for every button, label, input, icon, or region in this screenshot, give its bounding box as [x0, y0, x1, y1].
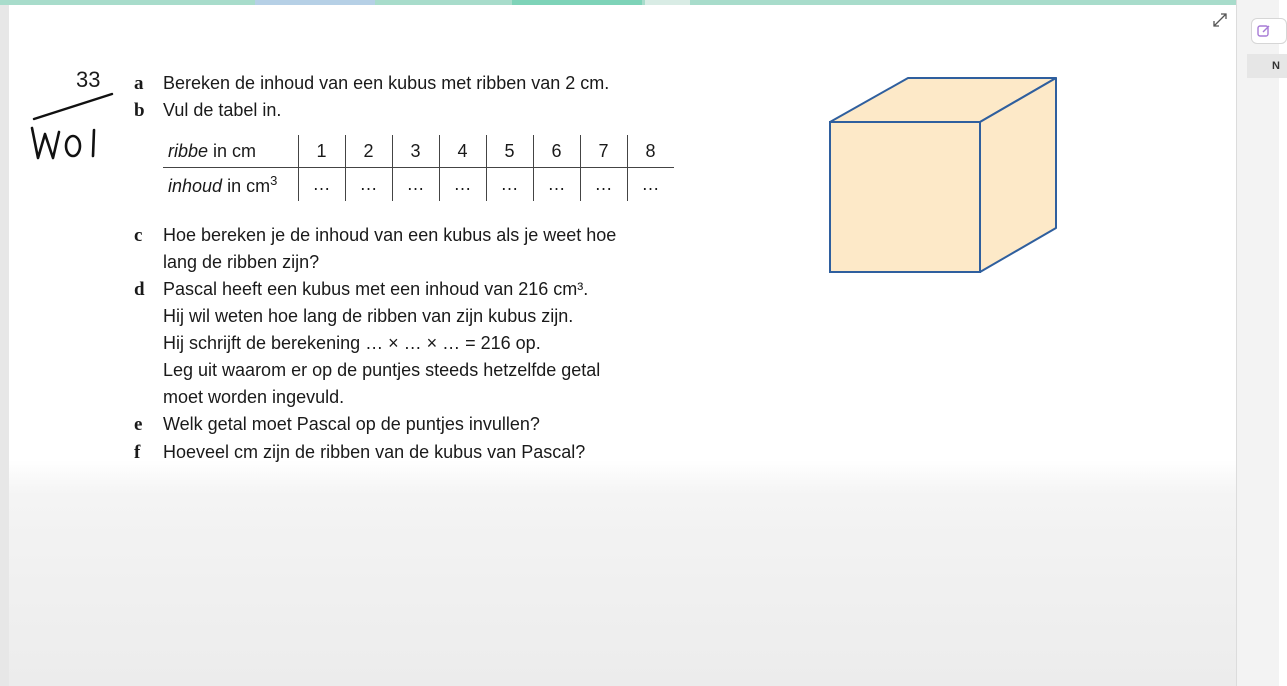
table-cell-blank: …: [298, 168, 345, 202]
question-text: Leg uit waarom er op de puntjes steeds hetzelfde getal: [163, 360, 601, 380]
progress-segment: [255, 0, 375, 5]
part-letter: f: [134, 442, 141, 463]
panel-tab[interactable]: N: [1247, 54, 1287, 78]
table-cell-blank: …: [486, 168, 533, 202]
handwritten-annotation: [26, 92, 126, 172]
table-cell: 2: [345, 135, 392, 168]
edit-button[interactable]: [1251, 18, 1287, 44]
table-cell: 6: [533, 135, 580, 168]
side-panel: [1236, 0, 1279, 686]
table-cell-blank: …: [345, 168, 392, 202]
question-text: Pascal heeft een kubus met een inhoud van 216 cm³.: [163, 279, 589, 299]
cube-illustration: [826, 74, 1062, 278]
question-text: Hij schrijft de berekening … × … × … = 216 op.: [163, 333, 541, 353]
question-text: Bereken de inhoud van een kubus met ribben van 2 cm.: [163, 73, 610, 93]
cube-front-face: [830, 122, 980, 272]
question-text: lang de ribben zijn?: [163, 252, 320, 272]
progress-segment: [645, 0, 690, 5]
part-letter: e: [134, 414, 143, 435]
table-cell: 4: [439, 135, 486, 168]
table-cell: 3: [392, 135, 439, 168]
question-text: Hoeveel cm zijn de ribben van de kubus van Pascal?: [163, 442, 586, 462]
left-margin: [0, 5, 9, 686]
table-cell: 7: [580, 135, 627, 168]
table-row: [163, 135, 674, 168]
table-cell: 8: [627, 135, 674, 168]
edit-icon: [1257, 24, 1271, 38]
table-cell-blank: …: [439, 168, 486, 202]
table-cell-blank: …: [580, 168, 627, 202]
progress-bar: [0, 0, 1236, 5]
part-letter: b: [134, 100, 145, 121]
progress-segment: [512, 0, 642, 5]
row-header: inhoud in $cm^3$: [168, 172, 278, 196]
exercise-number: 33: [76, 67, 101, 92]
value-table: [163, 135, 674, 201]
question-text: Hoe bereken je de inhoud van een kubus als je weet hoe: [163, 225, 617, 245]
question-text: Hij wil weten hoe lang de ribben van zijn kubus zijn.: [163, 306, 574, 326]
table-cell-blank: …: [533, 168, 580, 202]
row-header: ribbe in cm: [163, 135, 298, 168]
part-letter: a: [134, 73, 144, 94]
question-text: moet worden ingevuld.: [163, 387, 345, 407]
question-text: Welk getal moet Pascal op de puntjes invullen?: [163, 414, 540, 434]
table-cell: 1: [298, 135, 345, 168]
table-row: [163, 168, 674, 202]
question-text: Vul de tabel in.: [163, 100, 282, 120]
table-cell: 5: [486, 135, 533, 168]
part-letter: c: [134, 225, 143, 246]
part-letter: d: [134, 279, 145, 300]
table-cell-blank: …: [627, 168, 674, 202]
table-cell-blank: …: [392, 168, 439, 202]
expand-icon[interactable]: [1212, 12, 1228, 28]
